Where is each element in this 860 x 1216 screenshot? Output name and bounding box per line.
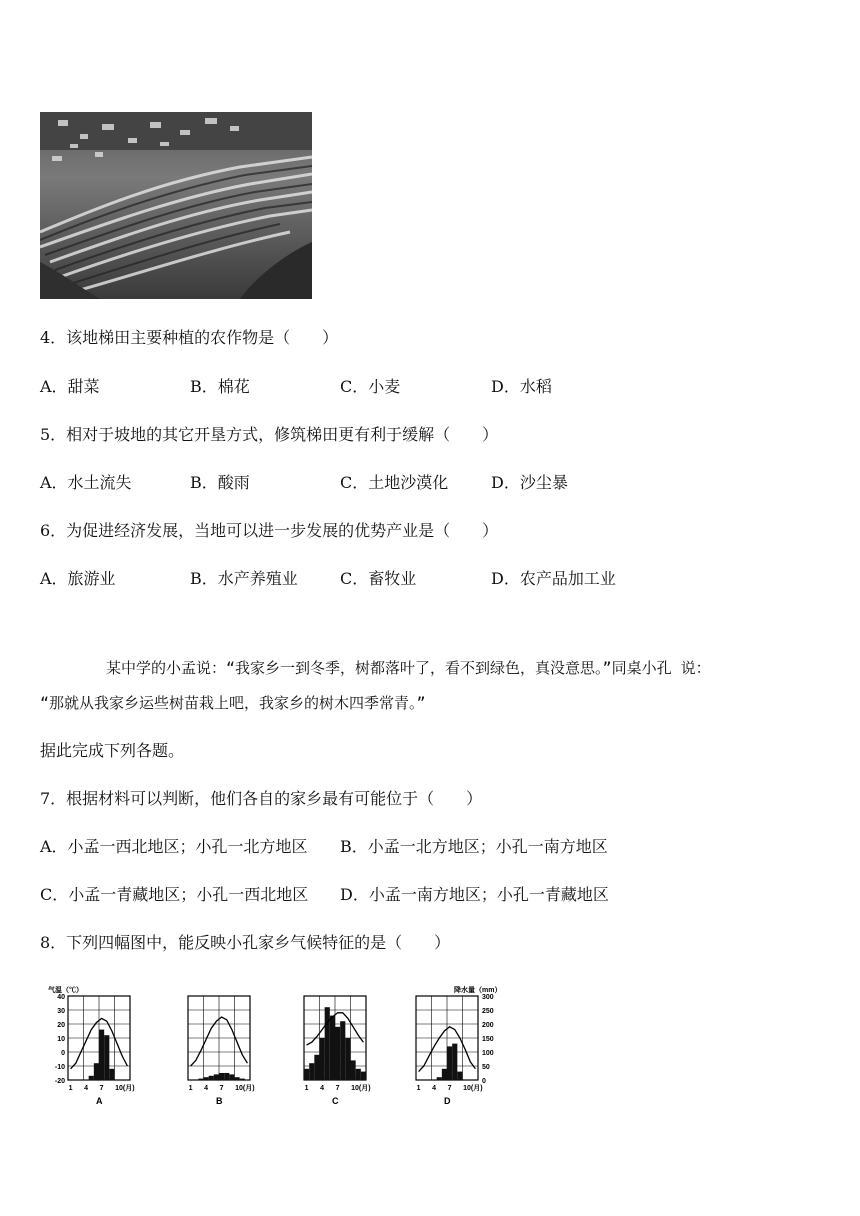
- q6-option-a[interactable]: A．旅游业: [40, 569, 116, 588]
- chart-B-precip-bar: [204, 1077, 209, 1080]
- q6-option-d[interactable]: D．农产品加工业: [491, 569, 616, 588]
- chart-C-precip-bar: [361, 1072, 366, 1080]
- chart-B-x-tick: 4: [204, 1085, 208, 1092]
- chart-C-precip-bar: [325, 1007, 330, 1080]
- chart-A-x-tick: 1: [68, 1085, 73, 1092]
- chart-D-precip-bar: [452, 1044, 457, 1080]
- chart-A-panel-label: A: [96, 1096, 103, 1106]
- chart-C-precip-bar: [304, 1069, 309, 1080]
- chart-C-precip-bar: [314, 1055, 319, 1080]
- chart-A-y-tick: 10: [57, 1036, 65, 1043]
- material-line-2: “那就从我家乡运些树苗栽上吧，我家乡的树木四季常青。”: [40, 694, 426, 712]
- q4-option-a[interactable]: A．甜菜: [40, 377, 100, 396]
- chart-D-x-tick: 4: [432, 1085, 436, 1092]
- chart-D-x-tick: 7: [447, 1085, 452, 1092]
- chart-D-y2-tick: 150: [482, 1036, 494, 1043]
- chart-C-x-tick: 1: [304, 1085, 309, 1092]
- chart-A-precip-bar: [89, 1076, 94, 1080]
- chart-B-precip-bar: [219, 1073, 224, 1080]
- chart-D-y2-label: 降水量（mm）: [454, 987, 502, 994]
- chart-B-precip-bar: [229, 1074, 234, 1080]
- chart-D-y2-tick: 100: [482, 1050, 494, 1057]
- chart-C-x-tick: 10(月): [351, 1085, 371, 1092]
- chart-A-y-tick: 30: [57, 1008, 65, 1015]
- chart-A-y-tick: -20: [54, 1078, 65, 1085]
- chart-D-y2-tick: 250: [482, 1008, 494, 1015]
- chart-A-y-tick: 40: [57, 994, 65, 1001]
- chart-C-precip-bar: [320, 1038, 325, 1080]
- question-7-stem: 7．根据材料可以判断，他们各自的家乡最有可能位于（ ）: [40, 789, 483, 808]
- q5-option-c[interactable]: C．土地沙漠化: [340, 473, 449, 492]
- chart-A-x-tick: 4: [84, 1085, 88, 1092]
- chart-C-x-tick: 7: [335, 1085, 340, 1092]
- chart-B-precip-bar: [235, 1077, 240, 1080]
- chart-D-x-tick: 1: [416, 1085, 421, 1092]
- q5-option-d[interactable]: D．沙尘暴: [491, 473, 568, 492]
- chart-C-precip-bar: [335, 1027, 340, 1080]
- chart-B-precip-bar: [209, 1076, 214, 1080]
- instruction-text: 据此完成下列各题。: [40, 741, 185, 760]
- question-8-stem: 8．下列四幅图中，能反映小孔家乡气候特征的是（ ）: [40, 933, 451, 952]
- chart-D-y2-tick: 0: [482, 1078, 486, 1085]
- chart-D-precip-bar: [447, 1046, 452, 1080]
- chart-C-precip-bar: [356, 1069, 361, 1080]
- question-6-stem: 6．为促进经济发展，当地可以进一步发展的优势产业是（ ）: [40, 521, 499, 540]
- chart-C-panel-label: C: [332, 1096, 339, 1106]
- chart-A-precip-bar: [99, 1030, 104, 1080]
- chart-C-precip-bar: [330, 1016, 335, 1080]
- chart-A-x-tick: 10(月): [115, 1085, 135, 1092]
- chart-D-y2-tick: 200: [482, 1022, 494, 1029]
- q5-option-a[interactable]: A．水土流失: [40, 473, 132, 492]
- chart-A-y-label: 气温（℃）: [48, 987, 83, 994]
- chart-D-panel-label: D: [444, 1096, 451, 1106]
- chart-B-x-tick: 1: [188, 1085, 193, 1092]
- chart-B-precip-bar: [198, 1079, 203, 1080]
- chart-C-precip-bar: [351, 1060, 356, 1080]
- chart-A-x-tick: 7: [99, 1085, 104, 1092]
- terraced-fields-photo: [40, 112, 312, 299]
- chart-D-x-tick: 10(月): [463, 1085, 483, 1092]
- chart-D-precip-bar: [437, 1077, 442, 1080]
- material-line-1: 某中学的小孟说：“我家乡一到冬季，树都落叶了，看不到绿色，真没意思。”同桌小孔 说：: [106, 659, 711, 677]
- chart-A-y-tick: -10: [54, 1064, 65, 1071]
- q7-option-c[interactable]: C．小孟一青藏地区；小孔一西北地区: [40, 885, 309, 904]
- chart-B-x-tick: 10(月): [235, 1085, 255, 1092]
- chart-A-precip-bar: [104, 1035, 109, 1080]
- chart-C-precip-bar: [309, 1063, 314, 1080]
- chart-A-precip-bar: [94, 1063, 99, 1080]
- q7-option-b[interactable]: B．小孟一北方地区；小孔一南方地区: [340, 837, 608, 856]
- chart-B-panel-label: B: [216, 1096, 223, 1106]
- question-5-stem: 5．相对于坡地的其它开垦方式，修筑梯田更有利于缓解（ ）: [40, 425, 499, 444]
- chart-B-x-tick: 7: [219, 1085, 224, 1092]
- q7-option-a[interactable]: A．小孟一西北地区；小孔一北方地区: [40, 837, 308, 856]
- q5-option-b[interactable]: B．酸雨: [190, 473, 250, 492]
- chart-A-y-tick: 0: [61, 1050, 65, 1057]
- chart-B-precip-bar: [214, 1074, 219, 1080]
- q4-option-d[interactable]: D．水稻: [491, 377, 552, 396]
- q4-option-b[interactable]: B．棉花: [190, 377, 250, 396]
- chart-D-precip-bar: [442, 1069, 447, 1080]
- chart-A-precip-bar: [109, 1069, 114, 1080]
- q6-option-b[interactable]: B．水产养殖业: [190, 569, 298, 588]
- chart-C-x-tick: 4: [320, 1085, 324, 1092]
- climate-charts: [40, 982, 520, 1112]
- q6-option-c[interactable]: C．畜牧业: [340, 569, 417, 588]
- chart-A-y-tick: 20: [57, 1022, 65, 1029]
- chart-B-precip-bar: [240, 1079, 245, 1080]
- chart-C-precip-bar: [340, 1021, 345, 1080]
- chart-C-precip-bar: [345, 1038, 350, 1080]
- question-4-stem: 4．该地梯田主要种植的农作物是（ ）: [40, 328, 339, 347]
- chart-D-y2-tick: 50: [482, 1064, 490, 1071]
- chart-D-precip-bar: [457, 1072, 462, 1080]
- q4-option-c[interactable]: C．小麦: [340, 377, 401, 396]
- chart-B-precip-bar: [224, 1073, 229, 1080]
- q7-option-d[interactable]: D．小孟一南方地区；小孔一青藏地区: [340, 885, 609, 904]
- chart-D-y2-tick: 300: [482, 994, 494, 1001]
